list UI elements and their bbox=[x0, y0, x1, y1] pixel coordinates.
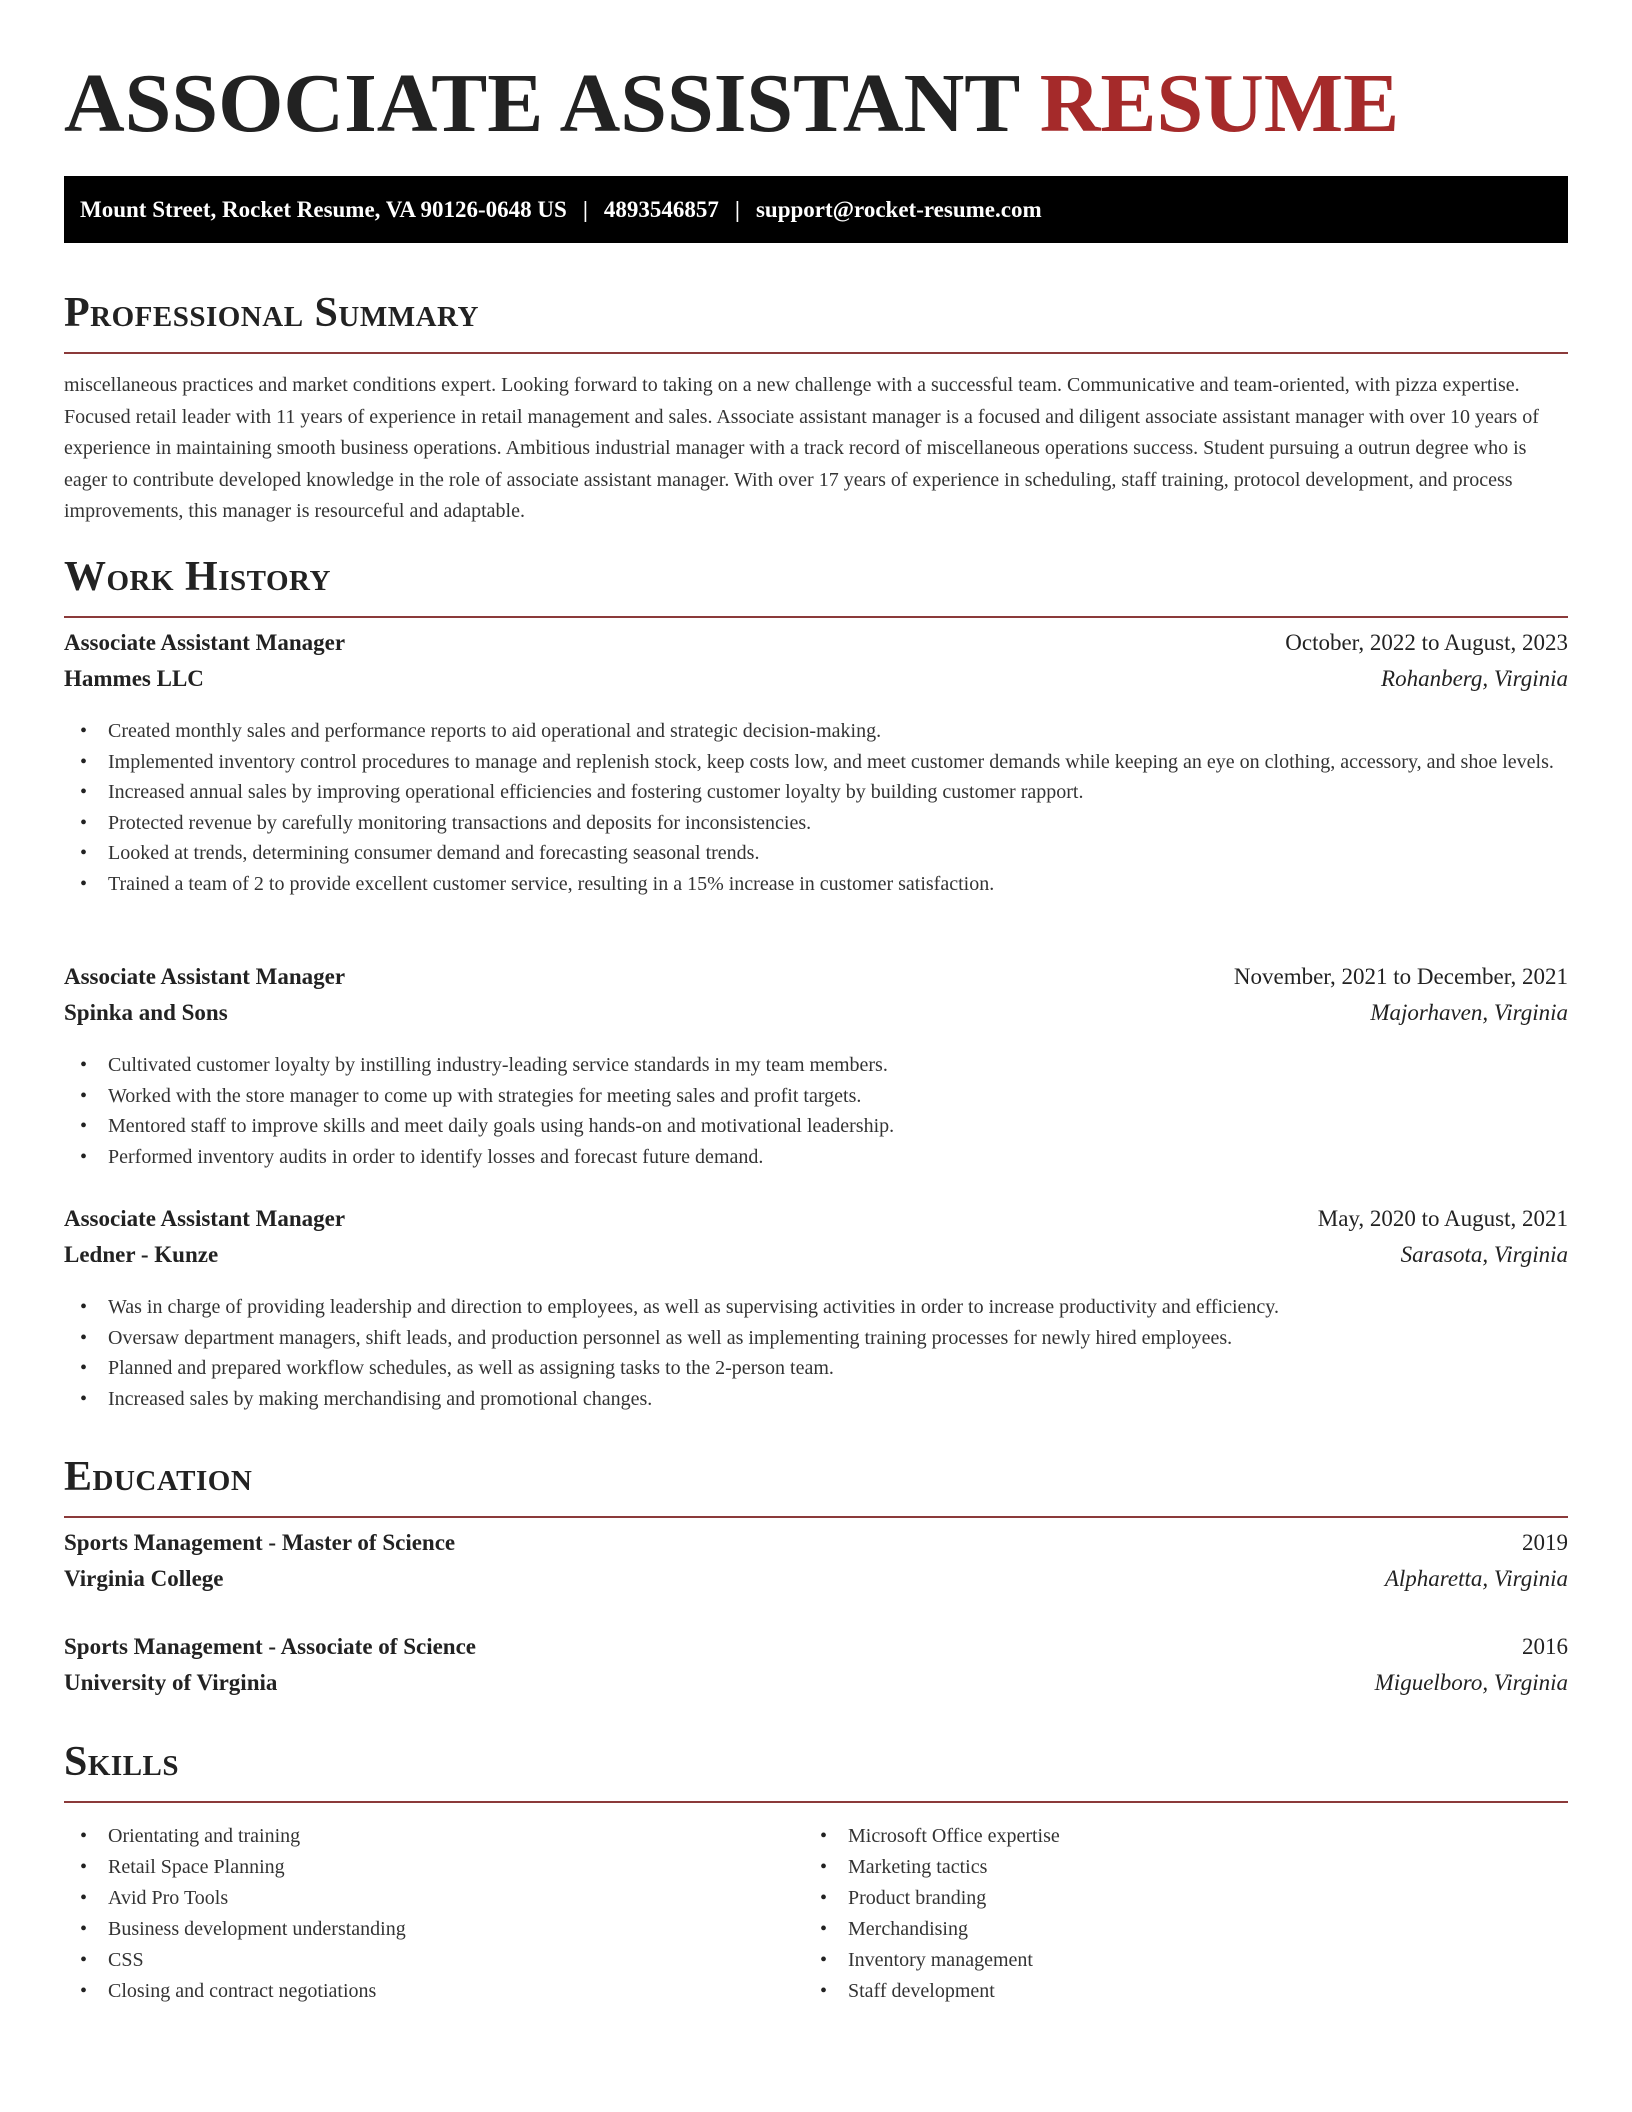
degree: Sports Management - Master of Science bbox=[64, 1530, 456, 1555]
section-heading: Professional Summary bbox=[64, 290, 479, 336]
job-dates: November, 2021 to December, 2021 bbox=[1233, 964, 1568, 989]
section-heading: Education bbox=[64, 1454, 253, 1500]
job-location: Sarasota, Virginia bbox=[1400, 1242, 1568, 1267]
address: Mount Street, Rocket Resume, VA 90126-0648 US bbox=[80, 196, 567, 222]
skill-item: • Closing and contract negotiations bbox=[64, 1976, 804, 2007]
bullet-item: • Increased sales by making merchandising and promotional changes. bbox=[64, 1384, 1568, 1415]
graduation-year: 2019 bbox=[1522, 1530, 1568, 1555]
skill-item: • Avid Pro Tools bbox=[64, 1883, 804, 1914]
skills-list-right bbox=[804, 1821, 1544, 2007]
job-title: Associate Assistant Manager bbox=[64, 630, 346, 655]
contact-separator: | bbox=[582, 196, 588, 222]
bullet-item: • Looked at trends, determining consumer demand and forecasting seasonal trends. bbox=[64, 838, 1568, 869]
skill-item: • Marketing tactics bbox=[804, 1852, 1544, 1883]
company-name: Hammes LLC bbox=[64, 666, 204, 691]
bullet-item: • Protected revenue by carefully monitoring transactions and deposits for inconsistencies. bbox=[64, 808, 1568, 839]
education-entry bbox=[64, 1530, 1568, 1602]
section-divider bbox=[64, 1516, 1568, 1518]
contact-bar bbox=[64, 176, 1568, 243]
job-bullets bbox=[64, 1050, 1568, 1172]
section-divider bbox=[64, 352, 1568, 354]
company-name: Ledner - Kunze bbox=[64, 1242, 219, 1267]
skill-item: • Orientating and training bbox=[64, 1821, 804, 1852]
bullet-item: • Increased annual sales by improving operational efficiencies and fostering customer loyalty by building customer rapport. bbox=[64, 777, 1568, 808]
section-heading: Work History bbox=[64, 554, 331, 600]
company-name: Spinka and Sons bbox=[64, 1000, 228, 1025]
job-dates: October, 2022 to August, 2023 bbox=[1285, 630, 1568, 655]
summary-text: miscellaneous practices and market conditions expert. Looking forward to taking on a new challenge with a successful team. Communicative and team-oriented, with pizza expertise. Focused retail leader with 11 years of experience in retail management and sales. Associate assistant manager is a focused and diligent associate assistant manager with over 10 years of experience in maintaining smooth business operations. Ambitious industrial manager with a track record of miscellaneous operations success. Student pursuing a outrun degree who is eager to contribute developed knowledge in the role of associate assistant manager. With over 17 years of experience in scheduling, staff training, protocol development, and process improvements, this manager is resourceful and adaptable. bbox=[64, 374, 1539, 522]
job-title: Associate Assistant Manager bbox=[64, 1206, 346, 1231]
skill-item: • Merchandising bbox=[804, 1914, 1544, 1945]
bullet-item: • Cultivated customer loyalty by instilling industry-leading service standards in my team members. bbox=[64, 1050, 1568, 1081]
section-divider bbox=[64, 616, 1568, 618]
email: support@rocket-resume.com bbox=[755, 196, 1042, 222]
job-dates: May, 2020 to August, 2021 bbox=[1317, 1206, 1568, 1231]
skill-item: • Product branding bbox=[804, 1883, 1544, 1914]
bullet-item: • Created monthly sales and performance reports to aid operational and strategic decision-making. bbox=[64, 716, 1568, 747]
bullet-item: • Trained a team of 2 to provide excellent customer service, resulting in a 15% increase in customer satisfaction. bbox=[64, 869, 1568, 900]
graduation-year: 2016 bbox=[1522, 1634, 1568, 1659]
job-location: Majorhaven, Virginia bbox=[1370, 1000, 1568, 1025]
skill-item: • Inventory management bbox=[804, 1945, 1544, 1976]
bullet-item: • Worked with the store manager to come up with strategies for meeting sales and profit targets. bbox=[64, 1081, 1568, 1112]
job-location: Rohanberg, Virginia bbox=[1381, 666, 1568, 691]
skills-list-left bbox=[64, 1821, 804, 2007]
summary-section bbox=[64, 288, 1568, 528]
skill-item: • Microsoft Office expertise bbox=[804, 1821, 1544, 1852]
school-name: University of Virginia bbox=[64, 1670, 278, 1695]
job-bullets bbox=[64, 716, 1568, 899]
skill-item: • Business development understanding bbox=[64, 1914, 804, 1945]
job-bullets bbox=[64, 1292, 1568, 1414]
school-name: Virginia College bbox=[64, 1566, 224, 1591]
bullet-item: • Performed inventory audits in order to identify losses and forecast future demand. bbox=[64, 1142, 1568, 1173]
work-history-section bbox=[64, 552, 1568, 618]
skill-item: • Retail Space Planning bbox=[64, 1852, 804, 1883]
job-title: Associate Assistant Manager bbox=[64, 964, 346, 989]
skills-section bbox=[64, 1737, 1568, 2007]
bullet-item: • Implemented inventory control procedures to manage and replenish stock, keep costs low, and meet customer demands while keeping an eye on clothing, accessory, and shoe levels. bbox=[64, 747, 1568, 778]
job-entry bbox=[64, 1206, 1568, 1414]
skills-columns bbox=[64, 1821, 1568, 2007]
degree: Sports Management - Associate of Science bbox=[64, 1634, 477, 1659]
title-main: ASSOCIATE ASSISTANT bbox=[64, 57, 1019, 150]
bullet-item: • Was in charge of providing leadership and direction to employees, as well as supervising activities in order to increase productivity and efficiency. bbox=[64, 1292, 1568, 1323]
phone: 4893546857 bbox=[603, 196, 719, 222]
school-location: Alpharetta, Virginia bbox=[1384, 1566, 1568, 1591]
resume-title bbox=[64, 56, 1568, 152]
job-entry bbox=[64, 964, 1568, 1172]
bullet-item: • Oversaw department managers, shift leads, and production personnel as well as implementing training processes for newly hired employees. bbox=[64, 1323, 1568, 1354]
section-divider bbox=[64, 1801, 1568, 1803]
skill-item: • CSS bbox=[64, 1945, 804, 1976]
title-accent: RESUME bbox=[1039, 57, 1400, 150]
bullet-item: • Mentored staff to improve skills and meet daily goals using hands-on and motivational leadership. bbox=[64, 1111, 1568, 1142]
education-section bbox=[64, 1452, 1568, 1518]
section-heading: Skills bbox=[64, 1739, 180, 1785]
bullet-item: • Planned and prepared workflow schedules, as well as assigning tasks to the 2-person team. bbox=[64, 1353, 1568, 1384]
school-location: Miguelboro, Virginia bbox=[1374, 1670, 1568, 1695]
contact-separator: | bbox=[734, 196, 740, 222]
education-entry bbox=[64, 1634, 1568, 1706]
job-entry bbox=[64, 630, 1568, 899]
skill-item: • Staff development bbox=[804, 1976, 1544, 2007]
resume-page bbox=[64, 0, 1568, 2002]
